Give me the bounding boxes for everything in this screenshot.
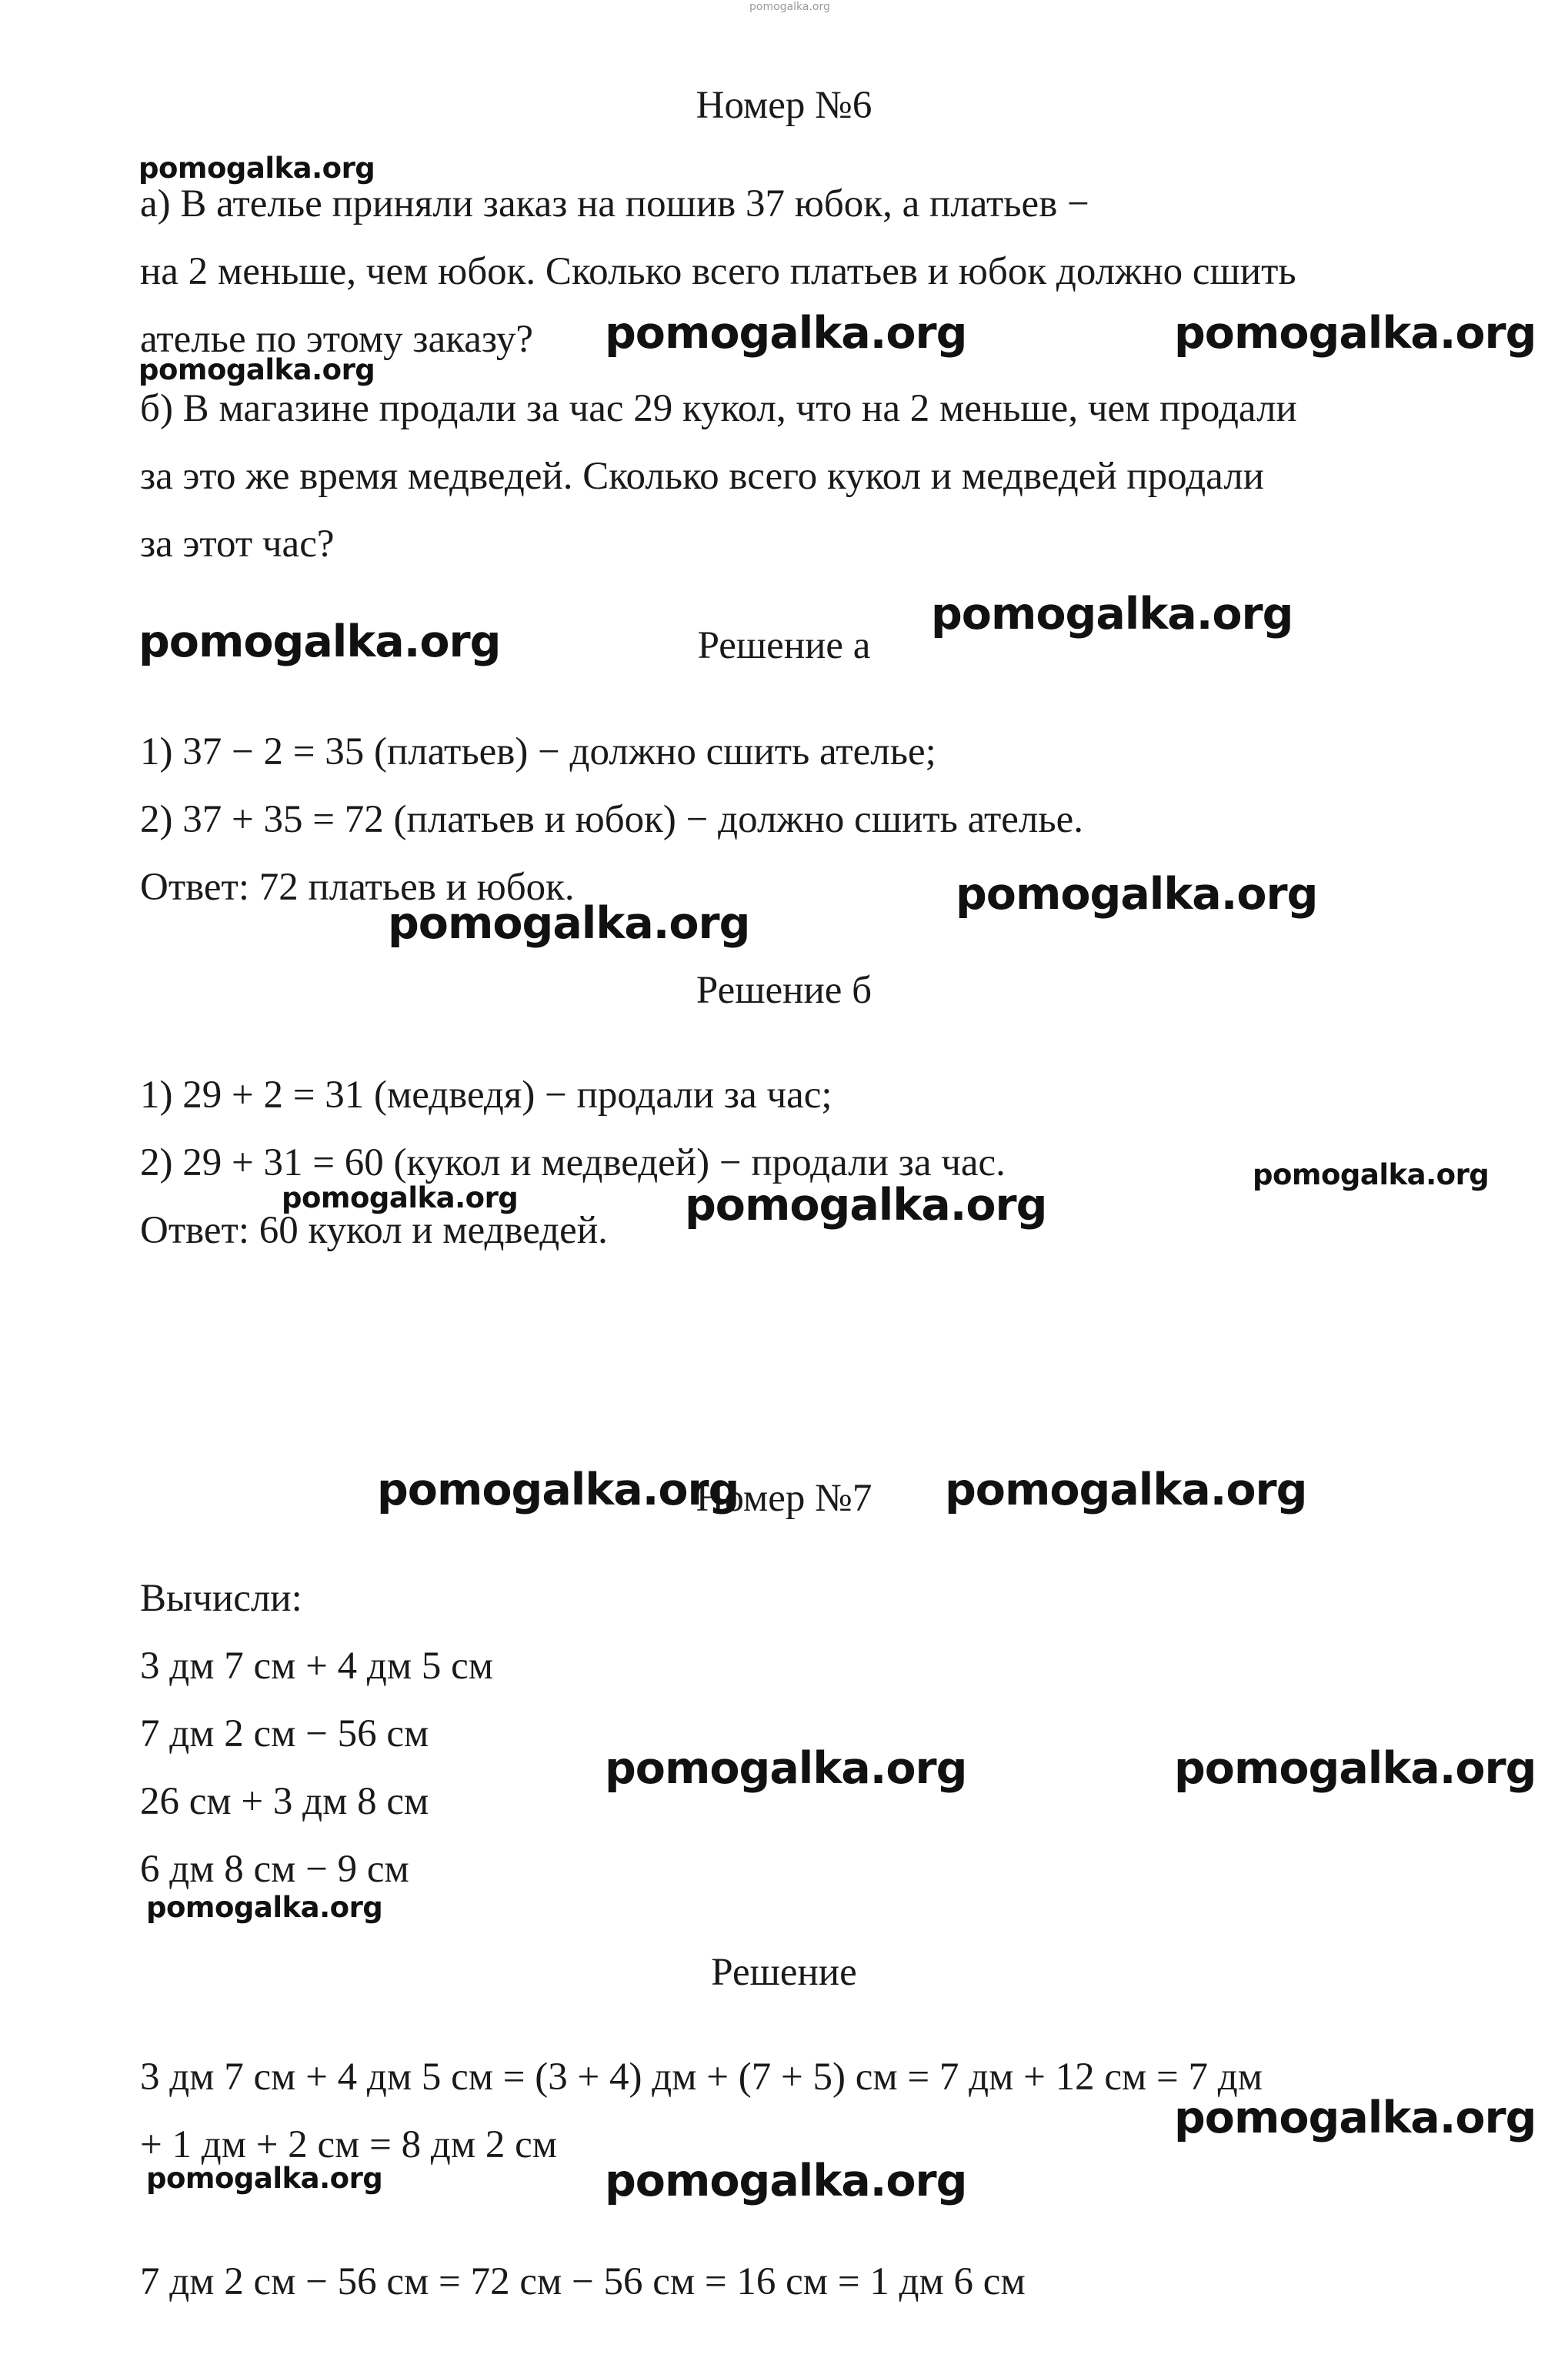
- task7-expression-2: 7 дм 2 см − 56 см: [140, 1712, 429, 1755]
- task7-expression-1: 3 дм 7 см + 4 дм 5 см: [140, 1645, 494, 1688]
- watermark: pomogalka.org: [605, 1743, 967, 1794]
- watermark: pomogalka.org: [377, 1465, 739, 1515]
- task7-solution-line-3: 7 дм 2 см − 56 см = 72 см − 56 см = 16 см = 1 дм 6 см: [140, 2260, 1026, 2303]
- watermark: pomogalka.org: [1174, 1743, 1536, 1794]
- task7-prompt: Вычисли:: [140, 1577, 302, 1620]
- task7-solution-title: Решение: [711, 1951, 857, 1994]
- watermark: pomogalka.org: [605, 308, 967, 359]
- task6-solution-a-answer: Ответ: 72 платьев и юбок.: [140, 866, 575, 909]
- task6-solution-b-step-2: 2) 29 + 31 = 60 (кукол и медведей) − продали за час.: [140, 1141, 1006, 1184]
- task6-solution-a-step-2: 2) 37 + 35 = 72 (платьев и юбок) − должно сшить ателье.: [140, 798, 1084, 841]
- task7-expression-4: 6 дм 8 см − 9 см: [140, 1848, 409, 1891]
- task7-expression-3: 26 см + 3 дм 8 см: [140, 1780, 429, 1823]
- task6-problem-a-line-1: а) В ателье приняли заказ на пошив 37 юбок, а платьев −: [140, 182, 1089, 225]
- task6-problem-b-line-1: б) В магазине продали за час 29 кукол, что на 2 меньше, чем продали: [140, 387, 1297, 430]
- task6-title: Номер №6: [696, 84, 872, 127]
- watermark: pomogalka.org: [945, 1465, 1307, 1515]
- task6-solution-a-step-1: 1) 37 − 2 = 35 (платьев) − должно сшить ателье;: [140, 730, 936, 773]
- watermark: pomogalka.org: [282, 1181, 519, 1214]
- watermark: pomogalka.org: [685, 1180, 1047, 1231]
- watermark: pomogalka.org: [138, 152, 375, 185]
- watermark: pomogalka.org: [1253, 1158, 1490, 1191]
- task6-problem-b-line-3: за этот час?: [140, 523, 335, 566]
- task6-solution-b-title: Решение б: [696, 969, 872, 1012]
- watermark: pomogalka.org: [605, 2156, 967, 2206]
- watermark: pomogalka.org: [146, 1891, 383, 1924]
- watermark: pomogalka.org: [388, 898, 750, 949]
- watermark: pomogalka.org: [138, 616, 501, 667]
- watermark: pomogalka.org: [931, 589, 1293, 640]
- task6-solution-b-step-1: 1) 29 + 2 = 31 (медведя) − продали за час;: [140, 1074, 832, 1117]
- watermark: pomogalka.org: [1174, 2092, 1536, 2143]
- task7-title: Номер №7: [696, 1477, 872, 1520]
- task6-problem-a-line-2: на 2 меньше, чем юбок. Сколько всего платьев и юбок должно сшить: [140, 250, 1296, 293]
- watermark: pomogalka.org: [956, 869, 1318, 920]
- task6-problem-a-line-3: ателье по этому заказу?: [140, 318, 534, 361]
- watermark: pomogalka.org: [146, 2162, 383, 2195]
- task6-problem-b-line-2: за это же время медведей. Сколько всего кукол и медведей продали: [140, 455, 1264, 498]
- task6-solution-b-answer: Ответ: 60 кукол и медведей.: [140, 1209, 608, 1252]
- task7-solution-line-2: + 1 дм + 2 см = 8 дм 2 см: [140, 2123, 558, 2166]
- task6-solution-a-title: Решение а: [697, 624, 871, 667]
- header-watermark: pomogalka.org: [749, 1, 830, 13]
- watermark: pomogalka.org: [1174, 308, 1536, 359]
- task7-solution-line-1: 3 дм 7 см + 4 дм 5 см = (3 + 4) дм + (7 + 5) см = 7 дм + 12 см = 7 дм: [140, 2056, 1263, 2099]
- watermark: pomogalka.org: [138, 353, 375, 386]
